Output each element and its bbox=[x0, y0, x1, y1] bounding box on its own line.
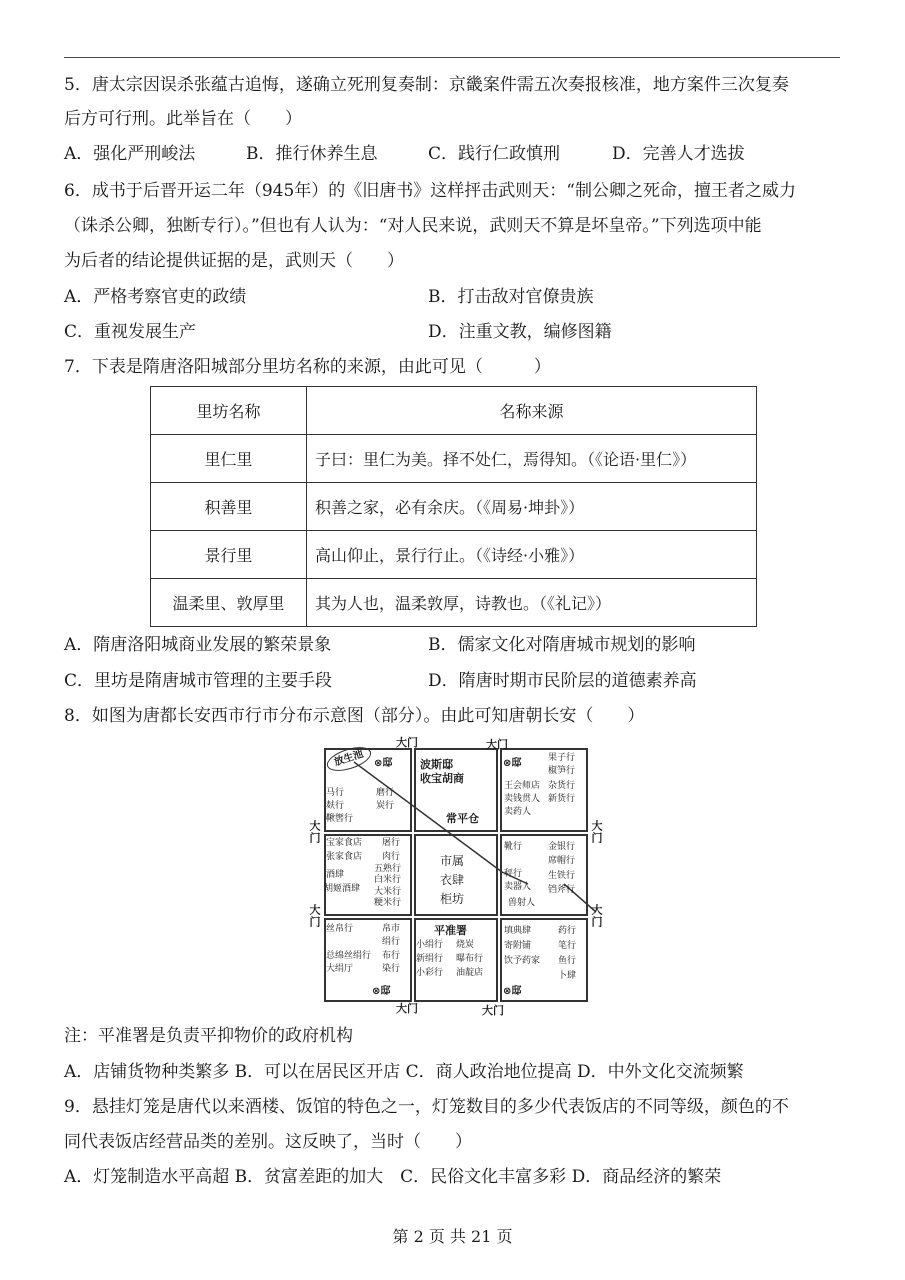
table-cell: 温柔里、敦厚里 bbox=[151, 579, 307, 627]
shop-label: 椒笋行 bbox=[548, 766, 576, 776]
shop-label: 果子行 bbox=[548, 753, 576, 763]
shop-label: 兽射人 bbox=[508, 898, 536, 908]
center-label: 柜坊 bbox=[440, 892, 465, 906]
shop-label: 绢行 bbox=[382, 937, 401, 947]
mansion-icon: ⊗邸 bbox=[372, 986, 391, 997]
gate-label-bottom-2: 大门 bbox=[482, 1004, 504, 1017]
shop-label: 杂货行 bbox=[548, 781, 576, 791]
q8-note: 注：平准署是负责平抑物价的政府机构 bbox=[64, 1026, 353, 1046]
shop-label: 麸行 bbox=[326, 801, 345, 811]
q5-stem-line1: 5．唐太宗因误杀张蕴古追悔，遂确立死刑复奏制：京畿案件需五次奏报核准，地方案件三次复奏 bbox=[64, 75, 789, 95]
shop-label: 药行 bbox=[558, 926, 577, 936]
shop-label: 染行 bbox=[382, 964, 401, 974]
lifang-name-table bbox=[150, 386, 757, 627]
shop-label: 肉行 bbox=[382, 852, 401, 862]
q6-stem-line1: 6．成书于后晋开运二年（945年）的《旧唐书》这样抨击武则天：“制公卿之死命，擅王者之威力 bbox=[64, 181, 796, 201]
table-cell: 高山仰止，景行行止。（《诗经·小雅》） bbox=[307, 531, 757, 579]
shop-label: 屠行 bbox=[382, 838, 401, 848]
shop-label: 鱼行 bbox=[558, 956, 577, 966]
q9-stem-line2: 同代表饭店经营品类的差别。这反映了，当时（ ） bbox=[64, 1132, 472, 1152]
q5-option-b[interactable]: B．推行休养生息 bbox=[246, 144, 378, 164]
shop-label: 张家食店 bbox=[326, 852, 363, 862]
shop-label: 卖器人 bbox=[504, 882, 532, 892]
q6-option-d[interactable]: D．注重文教，编修图籍 bbox=[428, 322, 612, 342]
gate-label-left-2: 大门 bbox=[308, 904, 321, 928]
table-cell: 其为人也，温柔敦厚，诗教也。（《礼记》） bbox=[307, 579, 757, 627]
shop-label: 新货行 bbox=[548, 794, 576, 804]
block-title: 波斯邸 bbox=[420, 758, 453, 771]
shop-label: 笔行 bbox=[558, 941, 577, 951]
west-market-map bbox=[296, 734, 608, 1017]
shop-label: 填典肆 bbox=[504, 926, 532, 936]
q6-option-a[interactable]: A．严格考察官吏的政绩 bbox=[64, 287, 247, 307]
shop-label: 席帽行 bbox=[548, 856, 576, 866]
shop-label: 帛市 bbox=[382, 924, 401, 934]
table-row bbox=[151, 435, 757, 483]
shop-label: 丝帛行 bbox=[326, 924, 354, 934]
table-row bbox=[151, 531, 757, 579]
shop-label: 油靛店 bbox=[456, 968, 484, 978]
shop-label: 金银行 bbox=[548, 842, 576, 852]
shop-label: 磨行 bbox=[376, 788, 395, 798]
shop-label: 马行 bbox=[326, 788, 345, 798]
q7-option-c[interactable]: C．里坊是隋唐城市管理的主要手段 bbox=[64, 671, 333, 691]
shop-label: 五熟行 bbox=[374, 864, 402, 874]
mansion-icon: ⊗邸 bbox=[503, 986, 522, 997]
shop-label: 曝布行 bbox=[456, 954, 484, 964]
q5-option-c[interactable]: C．践行仁政慎刑 bbox=[428, 144, 561, 164]
gate-label-top-2: 大门 bbox=[486, 738, 508, 751]
page-number: 第 2 页 共 21 页 bbox=[392, 1227, 513, 1246]
shop-label: 大绢厅 bbox=[326, 964, 354, 974]
q6-stem-line2: （诛杀公卿，独断专行）。”但也有人认为：“对人民来说，武则天不算是坏皇帝。”下列选项中能 bbox=[64, 216, 762, 236]
release-pond-label: 放生池 bbox=[324, 742, 374, 775]
q9-options[interactable]: A．灯笼制造水平高超 B．贫富差距的加大 C．民俗文化丰富多彩 D．商品经济的繁荣 bbox=[64, 1167, 722, 1187]
shop-label: 烧炭 bbox=[456, 940, 475, 950]
shop-label: 小彩行 bbox=[416, 968, 444, 978]
q5-stem-line2: 后方可行刑。此举旨在（ ） bbox=[64, 109, 302, 129]
shop-label: 布行 bbox=[382, 951, 401, 961]
q6-stem-line3: 为后者的结论提供证据的是，武则天（ ） bbox=[64, 251, 404, 271]
block-title: 平准署 bbox=[434, 924, 467, 937]
table-header: 名称来源 bbox=[307, 387, 757, 435]
shop-label: 寄附铺 bbox=[504, 941, 532, 951]
table-cell: 子曰：里仁为美。择不处仁，焉得知。（《论语·里仁》） bbox=[307, 435, 757, 483]
shop-label: 靴行 bbox=[504, 842, 523, 852]
table-row bbox=[151, 579, 757, 627]
shop-label: 鞦辔行 bbox=[326, 814, 354, 824]
center-label: 市属 bbox=[440, 854, 465, 868]
gate-label-bottom-1: 大门 bbox=[396, 1002, 418, 1015]
shop-label: 粳米行 bbox=[374, 898, 402, 908]
mansion-icon: ⊗邸 bbox=[374, 758, 393, 769]
gate-label-right-1: 大门 bbox=[590, 820, 603, 844]
q6-option-b[interactable]: B．打击敌对官僚贵族 bbox=[428, 287, 594, 307]
shop-label: 秤行 bbox=[504, 869, 523, 879]
block-title: 常平仓 bbox=[446, 812, 479, 825]
q7-option-d[interactable]: D．隋唐时期市民阶层的道德素养高 bbox=[428, 671, 697, 691]
gate-label-top-1: 大门 bbox=[396, 736, 418, 749]
table-header-row bbox=[151, 387, 757, 435]
gate-label-left-1: 大门 bbox=[308, 820, 321, 844]
shop-label: 生铁行 bbox=[548, 871, 576, 881]
shop-label: 卖钱贯人 bbox=[504, 794, 541, 804]
q9-stem-line1: 9．悬挂灯笼是唐代以来酒楼、饭馆的特色之一，灯笼数目的多少代表饭店的不同等级，颜色的不 bbox=[64, 1097, 789, 1117]
q7-stem: 7．下表是隋唐洛阳城部分里坊名称的来源，由此可见（ ） bbox=[64, 357, 551, 377]
shop-label: 炭行 bbox=[376, 801, 395, 811]
table-row bbox=[151, 483, 757, 531]
shop-label: 饮予药家 bbox=[504, 956, 541, 966]
q8-options[interactable]: A．店铺货物种类繁多 B．可以在居民区开店 C．商人政治地位提高 D．中外文化交流频繁 bbox=[64, 1062, 744, 1082]
q8-stem: 8．如图为唐都长安西市行市分布示意图（部分）。由此可知唐朝长安（ ） bbox=[64, 706, 645, 726]
shop-label: 卖药人 bbox=[504, 807, 532, 817]
q7-option-b[interactable]: B．儒家文化对隋唐城市规划的影响 bbox=[428, 635, 696, 655]
shop-label: 总绵丝绢行 bbox=[326, 951, 372, 961]
q5-option-d[interactable]: D．完善人才选拔 bbox=[612, 144, 745, 164]
shop-label: 大米行 bbox=[374, 887, 402, 897]
center-label: 衣肆 bbox=[440, 873, 465, 887]
mansion-icon: ⊗邸 bbox=[503, 758, 522, 769]
table-header: 里坊名称 bbox=[151, 387, 307, 435]
q7-option-a[interactable]: A．隋唐洛阳城商业发展的繁荣景象 bbox=[64, 635, 332, 655]
shop-label: 新绢行 bbox=[416, 954, 444, 964]
table-cell: 积善之家，必有余庆。（《周易·坤卦》） bbox=[307, 483, 757, 531]
block-title: 收宝胡商 bbox=[420, 772, 464, 785]
shop-label: 铛斧行 bbox=[548, 885, 576, 895]
shop-label: 小绢行 bbox=[416, 940, 444, 950]
q6-option-c[interactable]: C．重视发展生产 bbox=[64, 322, 197, 342]
table-cell: 积善里 bbox=[151, 483, 307, 531]
table-cell: 里仁里 bbox=[151, 435, 307, 483]
table-cell: 景行里 bbox=[151, 531, 307, 579]
shop-label: 卜肆 bbox=[558, 971, 577, 981]
gate-label-right-2: 大门 bbox=[590, 904, 603, 928]
shop-label: 王会师店 bbox=[504, 781, 541, 791]
shop-label: 酒肆 bbox=[326, 870, 345, 880]
shop-label: 白米行 bbox=[374, 875, 402, 885]
shop-label: 宝家食店 bbox=[326, 838, 363, 848]
header-rule bbox=[64, 57, 840, 58]
q5-option-a[interactable]: A．强化严刑峻法 bbox=[64, 144, 196, 164]
shop-label: 胡姬酒肆 bbox=[324, 884, 361, 894]
